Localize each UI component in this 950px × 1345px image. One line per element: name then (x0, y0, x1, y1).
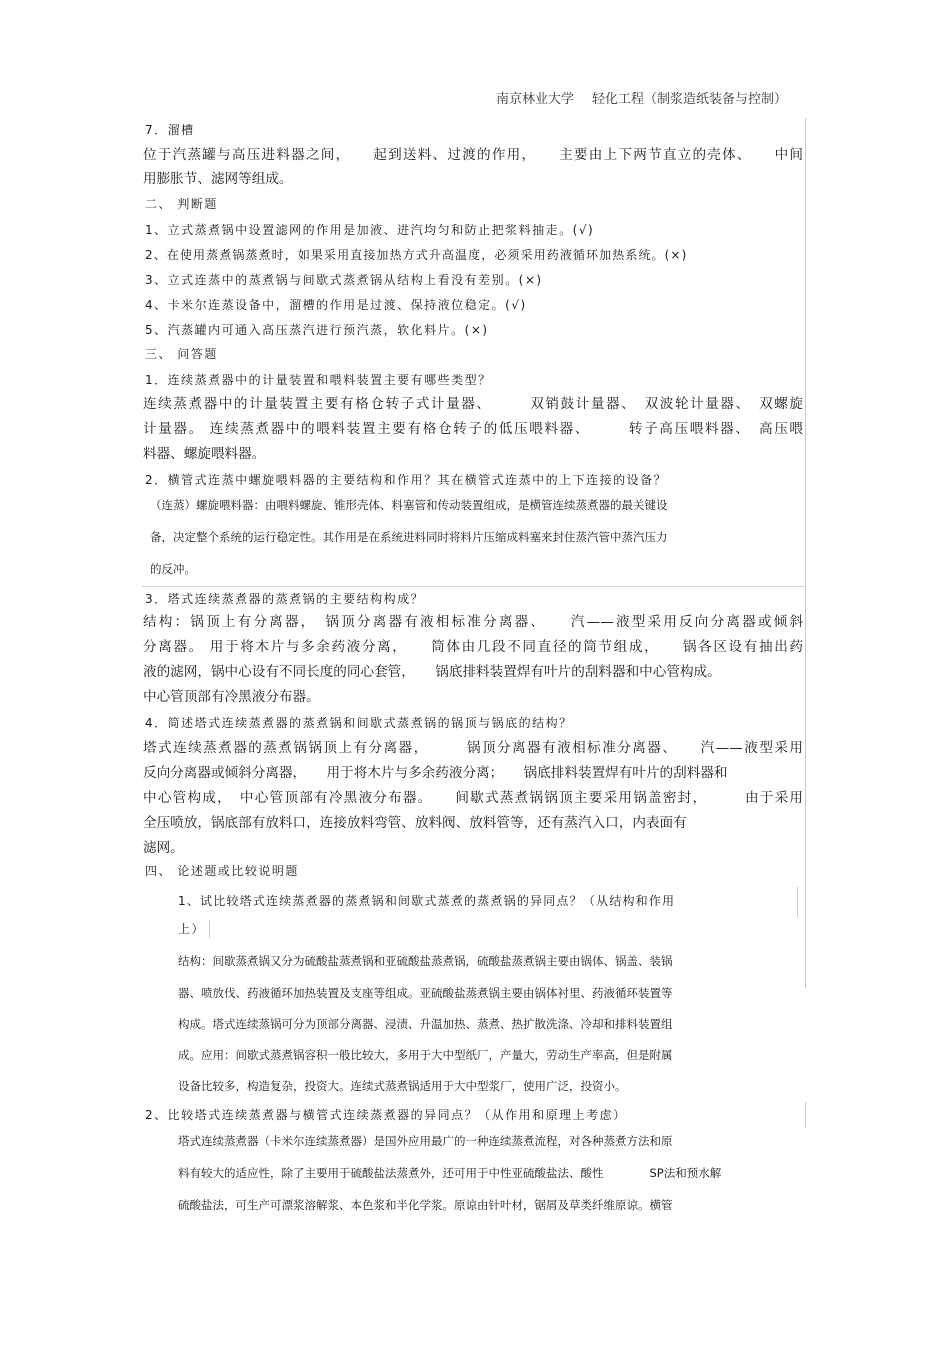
q4-line-3: 中心管构成， 中心管顶部有冷黑液分布器。 间歇式蒸煮锅锅顶主要采用锅盖密封， 由于采用 (143, 790, 803, 806)
e1-line-5: 设备比较多，构造复杂，投资大。连续式蒸煮锅适用于大中型浆厂，使用广泛，投资小。 (178, 1079, 627, 1093)
cell-border-line (209, 920, 210, 938)
essay-title: 四、 论述题或比较说明题 (145, 864, 299, 878)
e2-line-3: 硫酸盐法，可生产可漂浆溶解浆、本色浆和半化学浆。原谅由针叶材，锯屑及草类纤维原谅。横管 (178, 1198, 673, 1212)
e2-line-1: 塔式连续蒸煮器（卡米尔连续蒸煮器）是国外应用最广的一种连续蒸煮流程，对各种蒸煮方法和原 (178, 1134, 673, 1148)
e2-line-2: 料有较大的适应性，除了主要用于硫酸盐法蒸煮外，还可用于中性亚硫酸盐法、酸性 SP法和预水解 (178, 1166, 722, 1180)
q4-question: 4．简述塔式连续蒸煮器的蒸煮锅和间歇式蒸煮锅的锅顶与锅底的结构？ (145, 716, 573, 730)
q2-line-1: （连蒸）螺旋喂料器：由喂料螺旋、锥形壳体、料塞管和传动装置组成，是横管连续蒸煮器的最关键设 (150, 498, 668, 512)
s7-line-2: 用膨胀节、滤网等组成。 (143, 171, 293, 187)
e1-question-line-2: 上） (178, 922, 206, 936)
e1-question-line-1: 1、试比较塔式连续蒸煮器的蒸煮锅和间歇式蒸煮的蒸煮锅的异同点？（从结构和作用 (178, 894, 676, 908)
q3-line-1: 结构：锅顶上有分离器， 锅顶分离器有液相标准分离器、 汽——液型采用反向分离器或倾斜 (143, 614, 803, 630)
q2-question: 2．横管式连蒸中螺旋喂料器的主要结构和作用？其在横管式连蒸中的上下连接的设备？ (145, 473, 668, 487)
q4-line-5: 滤网。 (143, 840, 184, 856)
judge-title: 二、 判断题 (145, 197, 218, 211)
judge-item-3: 3、立式连蒸中的蒸煮锅与间歇式蒸煮锅从结构上看没有差别。(×) (145, 273, 543, 287)
right-border-line (805, 118, 806, 988)
q1-line-2: 计量器。 连续蒸煮器中的喂料装置主要有格仓转子的低压喂料器、 转子高压喂料器、 高压喂 (143, 421, 803, 437)
q3-line-4: 中心管顶部有冷黑液分布器。 (143, 689, 320, 705)
q4-line-4: 全压喷放，锅底部有放料口，连接放料弯管、放料阀、放料管等，还有蒸汽入口，内表面有 (143, 815, 687, 831)
judge-item-4: 4、卡米尔连蒸设备中，溜槽的作用是过渡、保持液位稳定。(√) (145, 298, 527, 312)
header-school: 南京林业大学 (496, 92, 575, 107)
e1-line-3: 构成。塔式连续蒸锅可分为顶部分离器、浸渍、升温加热、蒸煮、热扩散洗涤、冷却和排料装置组 (178, 1017, 673, 1031)
s7-line-1: 位于汽蒸罐与高压进料器之间， 起到送料、过渡的作用， 主要由上下两节直立的壳体、 中间 (143, 147, 803, 163)
q3-question: 3．塔式连续蒸煮器的蒸煮锅的主要结构构成？ (145, 592, 425, 606)
qa-title: 三、 问答题 (145, 347, 218, 361)
q1-line-1: 连续蒸煮器中的计量装置主要有格仓转子式计量器、 双销鼓计量器、 双波轮计量器、 双螺旋 (143, 396, 803, 412)
page-header (496, 88, 787, 107)
e1-line-2: 器、喷放伐、药液循环加热装置及支座等组成。亚硫酸盐蒸煮锅主要由锅体衬里、药液循环装置等 (178, 986, 673, 1000)
q3-line-3: 液的滤网，锅中心设有不同长度的同心套管， 锅底排料装置焊有叶片的刮料器和中心管构成。 (143, 664, 721, 680)
s7-title: 7．溜槽 (145, 123, 195, 137)
judge-item-2: 2、在使用蒸煮锅蒸煮时，如果采用直接加热方式升高温度，必须采用药液循环加热系统。(×) (145, 248, 688, 262)
q2-line-3: 的反冲。 (150, 562, 196, 576)
q1-question: 1．连续蒸煮器中的计量装置和喂料装置主要有哪些类型？ (145, 373, 492, 387)
e1-line-1: 结构：间歇蒸煮锅又分为硫酸盐蒸煮锅和亚硫酸盐蒸煮锅，硫酸盐蒸煮锅主要由锅体、锅盖、装锅 (178, 954, 673, 968)
header-course: 轻化工程（制浆造纸装备与控制） (592, 92, 788, 107)
q4-line-1: 塔式连续蒸煮器的蒸煮锅锅顶上有分离器， 锅顶分离器有液相标准分离器、 汽——液型采用 (143, 740, 803, 756)
e2-question: 2、比较塔式连续蒸煮器与横管式连续蒸煮器的异同点？（从作用和原理上考虑） (145, 1108, 627, 1122)
right-border-line-2 (805, 1102, 806, 1128)
q2-line-2: 备，决定整个系统的运行稳定性。其作用是在系统进料同时将料片压缩成料塞来封住蒸汽管中蒸汽压力 (150, 530, 668, 544)
row-border-line (142, 586, 806, 587)
q4-line-2: 反向分离器或倾斜分离器， 用于将木片与多余药液分离； 锅底排料装置焊有叶片的刮料器和 (143, 765, 728, 781)
q3-line-2: 分离器。 用于将木片与多余药液分离， 筒体由几段不同直径的筒节组成， 锅各区设有抽出药 (143, 639, 803, 655)
q1-line-3: 料器、螺旋喂料器。 (143, 446, 266, 462)
cell-border-line-2 (797, 887, 798, 917)
e1-line-4: 成。应用：间歇式蒸煮锅容积一般比较大，多用于大中型纸厂，产量大，劳动生产率高，但是附属 (178, 1048, 673, 1062)
judge-item-5: 5、汽蒸罐内可通入高压蒸汽进行预汽蒸，软化料片。(×) (145, 323, 489, 337)
judge-item-1: 1、立式蒸煮锅中设置滤网的作用是加液、进汽均匀和防止把浆料抽走。(√) (145, 223, 595, 237)
